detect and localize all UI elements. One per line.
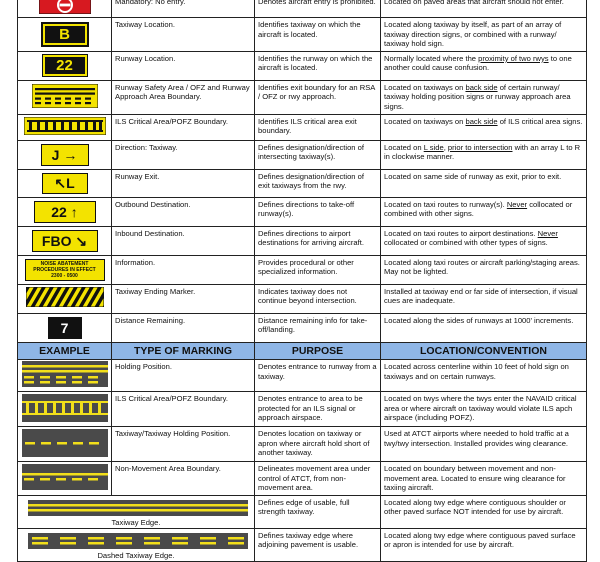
table-row (18, 18, 587, 52)
distance-remaining-sign: 7 (48, 317, 82, 339)
sign-purpose: Identifies exit boundary for an RSA / OFZ or rwy approach. (255, 80, 381, 114)
example-cell (18, 114, 112, 140)
example-cell (18, 197, 112, 226)
ils-boundary-sign (24, 117, 106, 135)
sign-location: Located on paved areas that aircraft should not enter. (381, 0, 587, 18)
sign-purpose: Indicates taxiway does not continue beyond intersection. (255, 284, 381, 313)
sign-type: Direction: Taxiway. (112, 140, 255, 169)
table-row (18, 392, 587, 427)
sign-type: Runway Exit. (112, 169, 255, 197)
marking-location: Used at ATCT airports where needed to hold traffic at a twy/twy intersection. Installed provides wing clearance. (381, 427, 587, 462)
marking-location: Located across centerline within 10 feet of hold sign on taxiways and on certain runways. (381, 360, 587, 392)
markings-table (17, 342, 587, 562)
marking-purpose: Defines taxiway edge where adjoining pavement is usable. (255, 528, 381, 561)
example-cell (18, 140, 112, 169)
sign-type: Information. (112, 255, 255, 284)
example-cell (18, 80, 112, 114)
sign-location: Located on taxi routes to airport destinations. Never collocated or combined with other types of signs. (381, 226, 587, 255)
sign-type: Runway Location. (112, 51, 255, 80)
example-cell (18, 18, 112, 52)
rsa-boundary-sign (32, 84, 98, 108)
table-row (18, 169, 587, 197)
table-row (18, 313, 587, 343)
signs-table (17, 0, 587, 344)
dashed-taxiway-edge-marking (28, 533, 248, 549)
table-row (18, 140, 587, 169)
example-cell (18, 360, 112, 392)
marking-type: Taxiway Edge. (111, 517, 161, 527)
sign-purpose: Defines designation/direction of exit taxiways from the rwy. (255, 169, 381, 197)
sign-purpose: Defines directions to airport destinations for arriving aircraft. (255, 226, 381, 255)
example-cell (18, 0, 112, 18)
marking-purpose: Denotes entrance to area to be protected for an ILS signal or approach airspace. (255, 392, 381, 427)
sign-location: Installed at taxiway end or far side of intersection, if visual cues are inadequate. (381, 284, 587, 313)
table-row (18, 197, 587, 226)
sign-location: Located on taxiways on back side of ILS critical area signs. (381, 114, 587, 140)
outbound-destination-sign: 22 ↑ (34, 201, 96, 223)
sign-type: Distance Remaining. (112, 313, 255, 343)
runway-location-sign (42, 54, 88, 77)
sign-location: Located on taxiways on back side of certain runway/ taxiway holding position signs or runway approach area signs. (381, 80, 587, 114)
sign-type: Runway Safety Area / OFZ and Runway Approach Area Boundary. (112, 80, 255, 114)
header-type: TYPE OF MARKING (112, 343, 255, 360)
marking-type: Non-Movement Area Boundary. (112, 462, 255, 496)
example-cell (18, 427, 112, 462)
table-row (18, 51, 587, 80)
marking-location: Located on twys where the twys enter the NAVAID critical area or where aircraft on taxiway would violate ILS apch airspace (including POFZ). (381, 392, 587, 427)
example-cell (18, 313, 112, 343)
marking-purpose: Defines edge of usable, full strength taxiway. (255, 495, 381, 528)
no-entry-sign (39, 0, 91, 14)
sign-purpose: Identifies the runway on which the aircraft is located. (255, 51, 381, 80)
sign-purpose: Defines designation/direction of intersecting taxiway(s). (255, 140, 381, 169)
holding-position-marking (22, 361, 108, 387)
inbound-destination-sign: FBO ↘ (32, 230, 98, 252)
sign-type: ILS Critical Area/POFZ Boundary. (112, 114, 255, 140)
marking-location: Located along twy edge where contiguous paved surface or apron is intended for use by aircraft. (381, 528, 587, 561)
table-row (18, 226, 587, 255)
marking-location: Located along twy edge where contiguous shoulder or other paved surface NOT intended for use by aircraft. (381, 495, 587, 528)
non-movement-area-marking (22, 464, 108, 490)
taxiway-holding-position-marking (22, 429, 108, 457)
marking-purpose: Denotes entrance to runway from a taxiway. (255, 360, 381, 392)
sign-text: 22 (43, 55, 87, 76)
sign-purpose: Distance remaining info for take-off/landing. (255, 313, 381, 343)
sign-purpose: Denotes aircraft entry is prohibited. (255, 0, 381, 18)
table-row (18, 528, 587, 561)
table-row (18, 0, 587, 18)
example-cell (18, 462, 112, 496)
marking-location: Located on boundary between movement and non-movement area. Located to ensure wing clearance for taxiing aircraft. (381, 462, 587, 496)
taxiway-location-sign (41, 22, 89, 47)
sign-location: Located along the sides of runways at 1000' increments. (381, 313, 587, 343)
header-location: LOCATION/CONVENTION (381, 343, 587, 360)
marking-purpose: Denotes location on taxiway or apron where aircraft hold short of another taxiway. (255, 427, 381, 462)
example-cell (18, 51, 112, 80)
marking-type: Taxiway/Taxiway Holding Position. (112, 427, 255, 462)
example-cell (18, 284, 112, 313)
example-cell (18, 255, 112, 284)
marking-type: Holding Position. (112, 360, 255, 392)
table-row (18, 80, 587, 114)
example-cell (18, 169, 112, 197)
table-row (18, 114, 587, 140)
sign-type: Outbound Destination. (112, 197, 255, 226)
information-sign: NOISE ABATEMENT PROCEDURES IN EFFECT 2300 - 0500 (25, 259, 105, 281)
example-cell (18, 392, 112, 427)
dashed-taxiway-edge-example (18, 528, 255, 561)
sign-location: Normally located where the proximity of two rwys to one another could cause confusion. (381, 51, 587, 80)
example-cell (18, 226, 112, 255)
runway-exit-sign: ↖L (42, 173, 88, 194)
taxiway-ending-marker (26, 287, 104, 307)
sign-purpose: Identifies ILS critical area exit boundary. (255, 114, 381, 140)
table-header-row (18, 343, 587, 360)
table-row (18, 255, 587, 284)
header-example: EXAMPLE (18, 343, 112, 360)
marking-type: Dashed Taxiway Edge. (97, 550, 175, 560)
sign-type: Inbound Destination. (112, 226, 255, 255)
sign-location: Located on same side of runway as exit, prior to exit. (381, 169, 587, 197)
table-row (18, 462, 587, 496)
sign-type: Mandatory: No entry. (112, 0, 255, 18)
sign-location: Located on L side, prior to intersection with an array L to R in clockwise manner. (381, 140, 587, 169)
header-purpose: PURPOSE (255, 343, 381, 360)
sign-purpose: Defines directions to take-off runway(s). (255, 197, 381, 226)
sign-type: Taxiway Location. (112, 18, 255, 52)
taxiway-edge-example (18, 495, 255, 528)
marking-purpose: Delineates movement area under control of ATCT, from non-movement area. (255, 462, 381, 496)
sign-purpose: Identifies taxiway on which the aircraft is located. (255, 18, 381, 52)
table-row (18, 284, 587, 313)
table-row (18, 495, 587, 528)
sign-location: Located along taxiway by itself, as part of an array of taxiway direction signs, or combined with a runway/ taxiway hold sign. (381, 18, 587, 52)
table-row (18, 360, 587, 392)
direction-sign: J → (41, 144, 89, 166)
ils-critical-area-marking (22, 394, 108, 422)
taxiway-edge-marking (28, 500, 248, 516)
sign-location: Located along taxi routes or aircraft parking/staging areas. May not be lighted. (381, 255, 587, 284)
sign-type: Taxiway Ending Marker. (112, 284, 255, 313)
table-row (18, 427, 587, 462)
sign-purpose: Provides procedural or other specialized information. (255, 255, 381, 284)
sign-location: Located on taxi routes to runway(s). Never collocated or combined with other signs. (381, 197, 587, 226)
sign-text: B (43, 24, 87, 45)
marking-type: ILS Critical Area/POFZ Boundary. (112, 392, 255, 427)
